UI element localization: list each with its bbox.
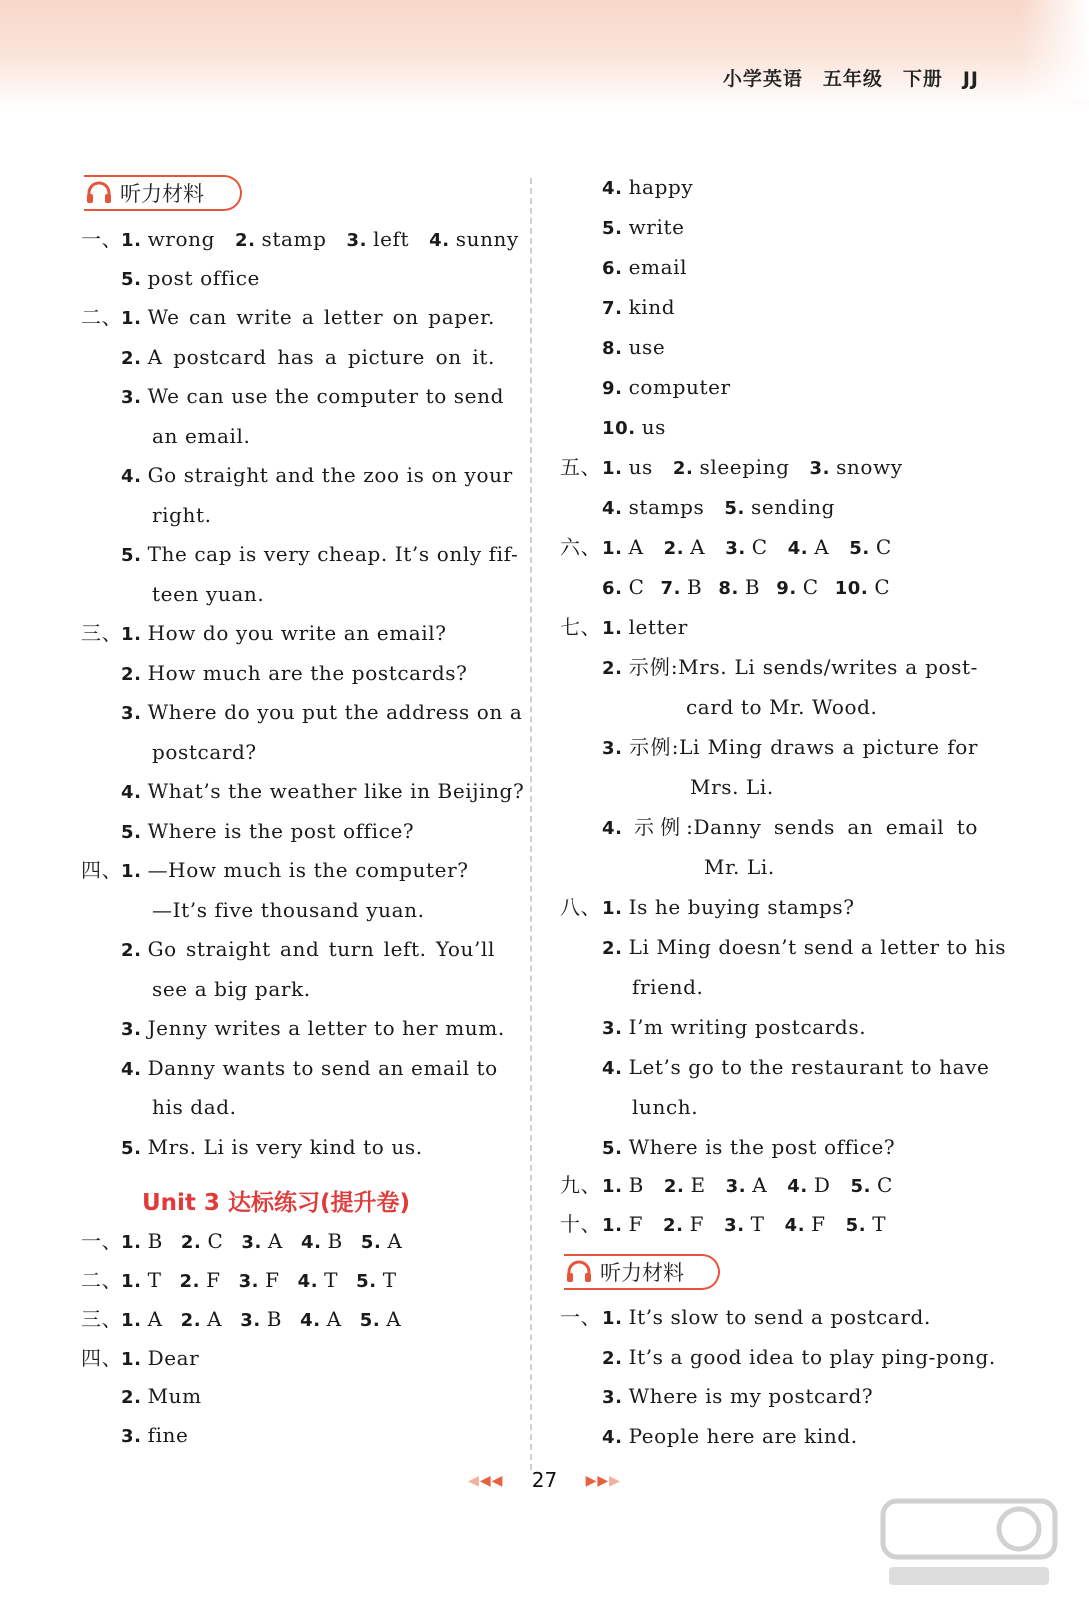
item-number: 7.: [602, 298, 623, 319]
item-number: 4.: [602, 498, 623, 519]
answer-line: [602, 735, 978, 761]
item-number: 10.: [602, 418, 636, 439]
item-text: Jenny writes a letter to her mum.: [147, 1016, 505, 1040]
item-text: T: [324, 1268, 339, 1292]
item-number: 2.: [234, 230, 256, 251]
item-number: 5.: [850, 1176, 872, 1197]
section-1-line: [81, 227, 519, 253]
item-number: 4.: [784, 1215, 806, 1236]
item-text: us: [628, 455, 653, 479]
section-number: 七、: [560, 615, 602, 639]
item-text: A: [752, 1173, 768, 1197]
item-text: stamp: [261, 227, 327, 251]
item-number: 4.: [300, 1310, 321, 1331]
answer-line: [602, 655, 978, 681]
item-number: 3.: [241, 1232, 262, 1253]
item-number: 1.: [121, 1349, 142, 1370]
item-number: 3.: [238, 1271, 260, 1292]
item-number: 3.: [121, 387, 142, 408]
item-text: B: [687, 575, 703, 599]
answer-line: [121, 1384, 202, 1410]
item-text: Mr. Li.: [704, 855, 775, 879]
item-text: T: [147, 1268, 162, 1292]
item-text: email: [628, 255, 688, 279]
item-number: 1.: [121, 1232, 142, 1253]
item-text: Dear: [147, 1346, 200, 1370]
item-text: lunch.: [632, 1095, 699, 1119]
item-text: left: [373, 227, 410, 251]
item-number: 5.: [356, 1271, 377, 1292]
item-number: 3.: [725, 538, 746, 559]
item-number: 2.: [121, 347, 142, 369]
watermark-logo: [879, 1497, 1059, 1592]
item-text: How much are the postcards?: [147, 660, 468, 685]
item-number: 7.: [660, 578, 682, 599]
item-number: 4.: [787, 538, 809, 559]
item-text: post office: [147, 266, 260, 290]
item-number: 4.: [429, 230, 450, 251]
item-text: What’s the weather like in Beijing?: [147, 779, 525, 803]
prev-arrows-icon: ◀◀◀: [468, 1473, 504, 1489]
item-number: 5.: [602, 218, 623, 239]
item-number: 3.: [602, 738, 623, 759]
subject: 小学英语: [722, 68, 803, 90]
answer-line: [560, 1305, 931, 1331]
answer-line: [121, 1055, 498, 1082]
item-number: 5.: [121, 545, 142, 566]
item-text: I’m writing postcards.: [628, 1015, 867, 1039]
item-text: write: [628, 215, 685, 239]
item-text: C: [751, 535, 768, 559]
item-text: wrong: [147, 227, 215, 251]
item-text: Where do you put the address on a: [147, 700, 523, 724]
item-text: A: [386, 1307, 402, 1331]
section-number: 九、: [560, 1173, 602, 1197]
item-text: Where is my postcard?: [628, 1384, 874, 1408]
item-number: 2.: [663, 1215, 684, 1236]
answer-line: [121, 937, 495, 963]
item-text: snowy: [836, 455, 903, 479]
item-text: his dad.: [152, 1095, 237, 1119]
item-number: 3.: [346, 230, 368, 251]
answer-line: [146, 1095, 237, 1121]
section-number: 二、: [81, 305, 123, 329]
item-number: 5.: [724, 498, 745, 519]
item-number: 1.: [121, 308, 142, 329]
item-text: postcard?: [152, 739, 257, 764]
answer-line: [121, 700, 523, 726]
item-number: 10.: [834, 578, 869, 599]
item-number: 3.: [724, 1215, 745, 1236]
item-text: card to Mr. Wood.: [686, 695, 878, 719]
answer-line: [81, 1307, 402, 1333]
answer-line: [121, 661, 467, 687]
answer-line: [121, 463, 513, 489]
item-text: see a big park.: [152, 976, 311, 1001]
item-text: A postcard has a picture on it.: [147, 344, 495, 369]
item-text: C: [875, 535, 892, 559]
item-text: A: [814, 535, 830, 559]
answer-line: [81, 621, 447, 647]
item-number: 1.: [121, 1271, 142, 1292]
answer-line: [626, 1095, 698, 1121]
item-text: sleeping: [699, 455, 790, 479]
answer-line: [146, 740, 257, 766]
item-number: 2.: [672, 458, 694, 479]
item-number: 4.: [121, 782, 142, 803]
item-text: C: [874, 575, 891, 599]
item-number: 4.: [121, 1058, 142, 1080]
item-number: 1.: [602, 1215, 623, 1236]
answer-line: [560, 615, 688, 641]
item-number: 4.: [121, 466, 142, 487]
item-number: 5.: [121, 269, 142, 290]
item-text: T: [382, 1268, 397, 1292]
item-number: 1.: [121, 861, 142, 882]
section-number: 十、: [560, 1212, 602, 1236]
answer-line: [602, 255, 687, 281]
answer-line: [81, 305, 495, 331]
item-number: 8.: [718, 578, 739, 599]
item-number: 2.: [663, 538, 685, 559]
header-band: [0, 0, 1089, 108]
item-number: 2.: [663, 1176, 685, 1197]
answer-line: [626, 975, 703, 1001]
item-text: computer: [628, 375, 731, 399]
answer-line: [602, 1345, 996, 1371]
item-text: B: [628, 1173, 644, 1197]
answer-line: [698, 855, 775, 881]
column-divider: [530, 178, 532, 1470]
answer-line: [602, 215, 685, 241]
book-info: [703, 64, 979, 91]
item-number: 2.: [121, 663, 142, 685]
item-text: It’s slow to send a postcard.: [628, 1305, 931, 1329]
item-text: 示例:Mrs. Li sends/writes a post-: [628, 655, 978, 679]
answer-line: [81, 1268, 397, 1294]
item-number: 1.: [602, 458, 623, 479]
section-number: 二、: [81, 1268, 123, 1292]
answer-line: [121, 779, 525, 805]
item-number: 4.: [297, 1271, 319, 1292]
item-number: 3.: [725, 1176, 747, 1197]
item-number: 4.: [602, 818, 623, 839]
item-text: stamps: [628, 495, 705, 519]
answer-line: [121, 345, 495, 371]
item-text: Is he buying stamps?: [628, 895, 855, 919]
item-text: C: [628, 575, 645, 599]
item-text: We can write a letter on paper.: [147, 305, 495, 329]
listening-label-text: 听力材料: [120, 182, 204, 206]
volume: 下册: [902, 68, 943, 90]
answer-line: [81, 858, 469, 884]
item-text: F: [811, 1212, 826, 1236]
item-text: 示例:Danny sends an email to: [628, 815, 978, 839]
item-text: fine: [147, 1423, 189, 1447]
answer-line: [146, 503, 212, 529]
answer-line: [121, 1135, 423, 1161]
item-text: People here are kind.: [628, 1423, 858, 1448]
item-text: It’s a good idea to play ping-pong.: [628, 1344, 996, 1369]
item-text: C: [802, 575, 819, 599]
listening-label-text: 听力材料: [600, 1261, 684, 1285]
item-text: A: [387, 1229, 403, 1253]
edition: JJ: [962, 68, 979, 90]
page-number: 27: [531, 1468, 558, 1492]
grade: 五年级: [822, 68, 883, 90]
item-number: 2.: [602, 938, 623, 959]
item-text: F: [265, 1268, 280, 1292]
answer-line: [560, 535, 892, 561]
item-number: 1.: [602, 538, 623, 559]
item-text: A: [207, 1307, 223, 1331]
item-text: T: [872, 1212, 887, 1236]
next-arrows-icon: ▶▶▶: [585, 1473, 621, 1489]
item-number: 9.: [776, 578, 797, 599]
answer-line: [684, 775, 774, 801]
page-footer: [0, 1468, 1089, 1492]
answer-line: [602, 415, 666, 441]
item-number: 9.: [602, 378, 623, 399]
section-number: 六、: [560, 535, 602, 559]
item-text: kind: [628, 295, 676, 319]
item-number: 1.: [121, 1310, 142, 1331]
item-number: 5.: [602, 1138, 623, 1159]
answer-line: [602, 335, 665, 361]
answer-line: [560, 895, 855, 921]
item-number: 3.: [121, 1426, 142, 1447]
headphones-icon: [566, 1260, 592, 1284]
item-number: 3.: [240, 1310, 261, 1331]
answer-line: [121, 266, 260, 292]
answer-line: [560, 455, 903, 481]
item-number: 3.: [809, 458, 831, 479]
answer-line: [81, 1229, 403, 1255]
item-number: 4.: [602, 178, 623, 199]
section-number: 四、: [81, 1346, 123, 1370]
item-text: Mum: [147, 1384, 202, 1408]
item-text: How do you write an email?: [147, 621, 447, 645]
item-text: friend.: [632, 975, 704, 999]
item-text: B: [327, 1229, 343, 1253]
item-number: 1.: [602, 1308, 623, 1329]
unit-title: Unit 3 达标练习(提升卷): [142, 1190, 410, 1216]
section-number: 四、: [81, 858, 123, 882]
item-number: 5.: [359, 1310, 381, 1331]
item-number: 2.: [179, 1271, 201, 1292]
item-number: 3.: [121, 703, 142, 724]
item-number: 3.: [602, 1387, 623, 1408]
item-number: 3.: [121, 1019, 142, 1040]
item-text: F: [628, 1212, 644, 1236]
item-text: Go straight and the zoo is on your: [147, 463, 513, 487]
item-text: right.: [152, 502, 212, 527]
answer-line: [121, 819, 414, 845]
answer-line: [602, 1015, 866, 1041]
section-number: 八、: [560, 895, 602, 919]
item-text: Where is the post office?: [147, 818, 415, 843]
headphones-icon: [86, 181, 112, 205]
item-text: A: [147, 1307, 163, 1331]
item-text: sending: [750, 495, 836, 519]
answer-line: [81, 1346, 200, 1372]
item-number: 1.: [121, 230, 142, 251]
listening-label: [84, 175, 242, 211]
item-number: 5.: [121, 1137, 142, 1159]
item-number: 3.: [602, 1018, 623, 1039]
item-text: Mrs. Li.: [690, 775, 774, 799]
item-text: Mrs. Li is very kind to us.: [147, 1134, 423, 1159]
answer-line: [121, 1016, 505, 1042]
item-text: C: [207, 1229, 224, 1253]
item-text: The cap is very cheap. It’s only fif-: [147, 542, 519, 566]
answer-line: [121, 542, 519, 568]
item-text: Where is the post office?: [628, 1135, 896, 1159]
item-number: 8.: [602, 338, 623, 359]
answer-line: [146, 977, 311, 1003]
item-text: A: [267, 1229, 283, 1253]
item-text: B: [266, 1307, 283, 1331]
item-text: D: [813, 1173, 831, 1197]
item-number: 2.: [602, 1347, 623, 1369]
item-text: use: [628, 335, 666, 359]
item-text: Li Ming doesn’t send a letter to his: [628, 935, 1007, 959]
section-number: 三、: [81, 1307, 123, 1331]
item-text: Let’s go to the restaurant to have: [628, 1055, 990, 1079]
item-text: A: [690, 535, 706, 559]
item-text: T: [750, 1212, 765, 1236]
item-text: F: [206, 1268, 221, 1292]
item-text: sunny: [455, 227, 519, 251]
item-text: We can use the computer to send: [147, 384, 504, 408]
item-text: —It’s five thousand yuan.: [152, 897, 425, 922]
item-text: F: [689, 1212, 705, 1236]
item-number: 1.: [602, 898, 623, 919]
item-number: 5.: [121, 821, 142, 843]
item-number: 5.: [845, 1215, 867, 1236]
item-number: 4.: [602, 1058, 623, 1079]
item-number: 2.: [121, 1387, 142, 1408]
item-text: E: [690, 1173, 706, 1197]
answer-line: [560, 1212, 887, 1238]
item-text: us: [641, 415, 667, 439]
item-number: 2.: [180, 1232, 202, 1253]
item-number: 6.: [602, 258, 623, 279]
item-text: A: [628, 535, 644, 559]
item-text: letter: [628, 615, 688, 639]
answer-line: [602, 1424, 858, 1450]
item-number: 2.: [121, 940, 142, 961]
answer-line: [680, 695, 877, 721]
answer-line: [602, 1135, 895, 1161]
answer-line: [602, 1384, 873, 1410]
item-text: 示例:Li Ming draws a picture for: [628, 735, 978, 759]
answer-line: [146, 898, 425, 924]
answer-line: [602, 495, 835, 521]
item-text: happy: [628, 175, 694, 199]
item-number: 1.: [602, 1176, 623, 1197]
item-number: 4.: [787, 1176, 808, 1197]
section-number: 一、: [81, 1229, 123, 1253]
item-number: 6.: [602, 578, 623, 599]
item-number: 2.: [602, 658, 623, 679]
item-text: C: [877, 1173, 893, 1197]
answer-line: [121, 384, 504, 410]
item-text: teen yuan.: [152, 581, 265, 606]
item-text: A: [326, 1307, 342, 1331]
item-number: 4.: [602, 1426, 623, 1448]
listening-label-2: [564, 1254, 720, 1290]
answer-line: [560, 1173, 893, 1199]
answer-line: [146, 582, 264, 608]
item-number: 1.: [121, 624, 142, 645]
section-number: 五、: [560, 455, 602, 479]
section-number: 三、: [81, 621, 123, 645]
item-text: Go straight and turn left. You’ll: [147, 937, 495, 961]
item-text: an email.: [152, 423, 251, 448]
answer-line: [602, 295, 675, 321]
item-text: B: [147, 1229, 163, 1253]
answer-line: [121, 1423, 188, 1449]
answer-line: [602, 935, 1007, 961]
item-text: —How much is the computer?: [147, 858, 469, 882]
answer-line: [602, 175, 693, 201]
answer-line: [602, 1055, 990, 1081]
item-number: 2.: [180, 1310, 202, 1331]
item-text: B: [744, 575, 761, 599]
item-text: Danny wants to send an email to: [147, 1055, 498, 1080]
section-number: 一、: [81, 227, 123, 251]
answer-line: [146, 424, 250, 450]
answer-line: [602, 815, 978, 841]
item-number: 4.: [300, 1232, 322, 1253]
item-number: 5.: [849, 538, 870, 559]
answer-line: [602, 575, 890, 601]
item-number: 1.: [602, 618, 623, 639]
answer-line: [602, 375, 731, 401]
item-number: 5.: [360, 1232, 382, 1253]
section-number: 一、: [560, 1305, 602, 1329]
